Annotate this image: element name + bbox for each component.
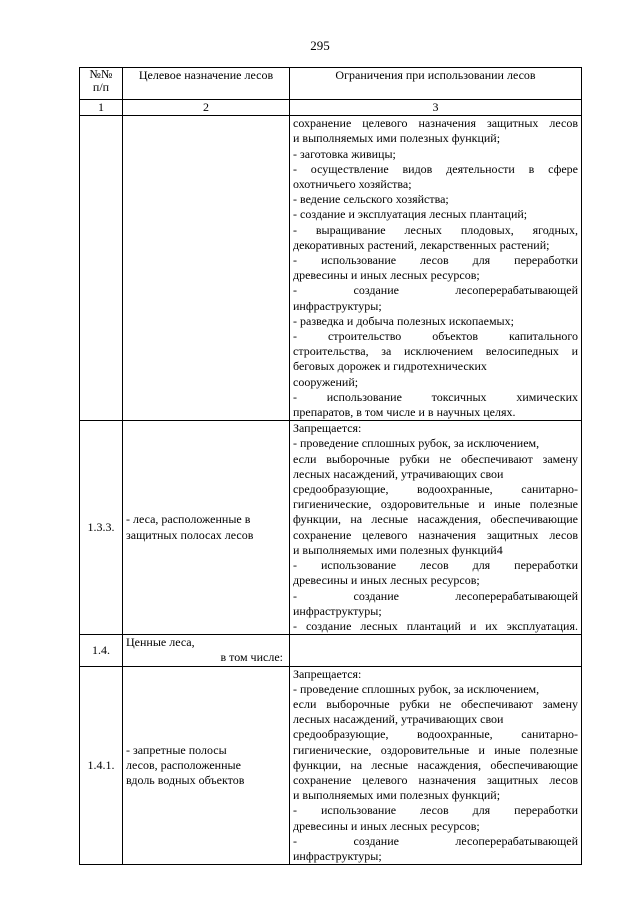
header-purpose-cell: Целевое назначение лесов	[123, 68, 290, 100]
column-number-1: 1	[80, 100, 123, 116]
restriction-line: - проведение сплошных рубок, за исключением,	[293, 436, 540, 451]
restriction-line: - создание и эксплуатация лесных плантаций;	[293, 207, 528, 222]
restriction-line: - разведка и добыча полезных ископаемых;	[293, 313, 514, 328]
row-restrictions-cell	[290, 635, 582, 666]
restrictions-table	[79, 67, 582, 865]
row-restrictions-cell	[290, 116, 582, 421]
page-number: 295	[310, 38, 330, 53]
restriction-line: гигиенические, оздоровительные и иные полезные	[293, 497, 578, 512]
purpose-line: лесов, расположенные	[126, 757, 241, 772]
restriction-line: - ведение сельского хозяйства;	[293, 192, 449, 207]
restriction-line: - строительство объектов капитального	[293, 329, 578, 344]
restriction-line: Запрещается:	[293, 421, 362, 436]
table-header-row	[80, 68, 582, 100]
restriction-line: - использование лесов для переработки	[293, 803, 578, 818]
restriction-line: - использование лесов для переработки	[293, 253, 578, 268]
header-restrictions-cell: Ограничения при использовании лесов	[290, 68, 582, 100]
row-number-cell: 1.4.	[80, 635, 123, 666]
row-number-cell: 1.3.3.	[80, 421, 123, 635]
header-number-cell	[80, 68, 123, 100]
restriction-line: сохранение целевого назначения защитных лесов	[293, 116, 578, 131]
restriction-line: - создание лесоперерабатывающей	[293, 283, 578, 298]
category-title: Ценные леса,	[126, 635, 195, 650]
table-row-1-4-1	[80, 666, 582, 865]
restriction-line: древесины и иных лесных ресурсов;	[293, 268, 480, 283]
restriction-line: древесины и иных лесных ресурсов;	[293, 818, 480, 833]
row-number-cell	[80, 116, 123, 421]
category-subtitle: в том числе:	[220, 650, 283, 665]
restriction-line: инфраструктуры;	[293, 848, 382, 863]
restriction-line: и выполняемых ими полезных функций;	[293, 788, 501, 803]
restriction-line: - использование лесов для переработки	[293, 558, 578, 573]
restriction-line: инфраструктуры;	[293, 603, 382, 618]
restriction-line: и выполняемых ими полезных функций4	[293, 542, 503, 557]
row-purpose-cell	[123, 116, 290, 421]
restriction-line: - создание лесоперерабатывающей	[293, 588, 578, 603]
restriction-line: древесины и иных лесных ресурсов;	[293, 573, 480, 588]
restriction-line: Запрещается:	[293, 666, 362, 681]
row-purpose-cell	[123, 421, 290, 635]
restriction-line: сохранение целевого назначения защитных лесов	[293, 527, 578, 542]
restriction-line: сохранение целевого назначения защитных лесов	[293, 772, 578, 787]
header-number-line1: №№	[89, 67, 113, 81]
restriction-line: функции, на лесные насаждения, обеспечивающие	[293, 757, 578, 772]
column-numbers-row	[80, 100, 582, 116]
purpose-line: - леса, расположенные в	[126, 512, 251, 527]
purpose-line: вдоль водных объектов	[126, 772, 245, 787]
restriction-line: средообразующие, водоохранные, санитарно-	[293, 727, 578, 742]
row-restrictions-cell	[290, 421, 582, 635]
restriction-line: лесных насаждений, утрачивающих свои	[293, 712, 504, 727]
row-purpose-cell	[123, 666, 290, 865]
restriction-line: - выращивание лесных плодовых, ягодных,	[293, 222, 578, 237]
restriction-line: - заготовка живицы;	[293, 146, 396, 161]
restriction-line: декоративных растений, лекарственных растений;	[293, 237, 550, 252]
restriction-line: средообразующие, водоохранные, санитарно-	[293, 482, 578, 497]
row-purpose-cell	[123, 635, 290, 666]
table-row-continued	[80, 116, 582, 421]
restriction-line: - использование токсичных химических	[293, 389, 578, 404]
restriction-line: - создание лесных плантаций и их эксплуатация.	[293, 618, 578, 633]
restriction-line: лесных насаждений, утрачивающих свои	[293, 466, 504, 481]
restriction-line: беговых дорожек и гидротехнических	[293, 359, 487, 374]
restriction-line: если выборочные рубки не обеспечивают замену	[293, 451, 578, 466]
row-number-cell: 1.4.1.	[80, 666, 123, 865]
header-number-line2: п/п	[92, 80, 110, 94]
table-row-1-3-3	[80, 421, 582, 635]
restriction-line: - осуществление видов деятельности в сфере	[293, 161, 578, 176]
purpose-line: защитных полосах лесов	[126, 527, 254, 542]
restriction-line: препаратов, в том числе и в научных целях.	[293, 405, 516, 420]
restriction-line: строительства, за исключением велосипедных и	[293, 344, 578, 359]
purpose-line: - запретные полосы	[126, 742, 227, 757]
restriction-line: сооружений;	[293, 374, 359, 389]
restriction-line: гигиенические, оздоровительные и иные полезные	[293, 742, 578, 757]
row-restrictions-cell	[290, 666, 582, 865]
restriction-line: инфраструктуры;	[293, 298, 382, 313]
restriction-line: и выполняемых ими полезных функций;	[293, 131, 501, 146]
column-number-3: 3	[290, 100, 582, 116]
restriction-line: - проведение сплошных рубок, за исключением,	[293, 681, 540, 696]
restriction-line: - создание лесоперерабатывающей	[293, 833, 578, 848]
table-row-1-4	[80, 635, 582, 666]
restriction-line: функции, на лесные насаждения, обеспечивающие	[293, 512, 578, 527]
restriction-line: если выборочные рубки не обеспечивают замену	[293, 696, 578, 711]
column-number-2: 2	[123, 100, 290, 116]
restriction-line: охотничьего хозяйства;	[293, 177, 412, 192]
